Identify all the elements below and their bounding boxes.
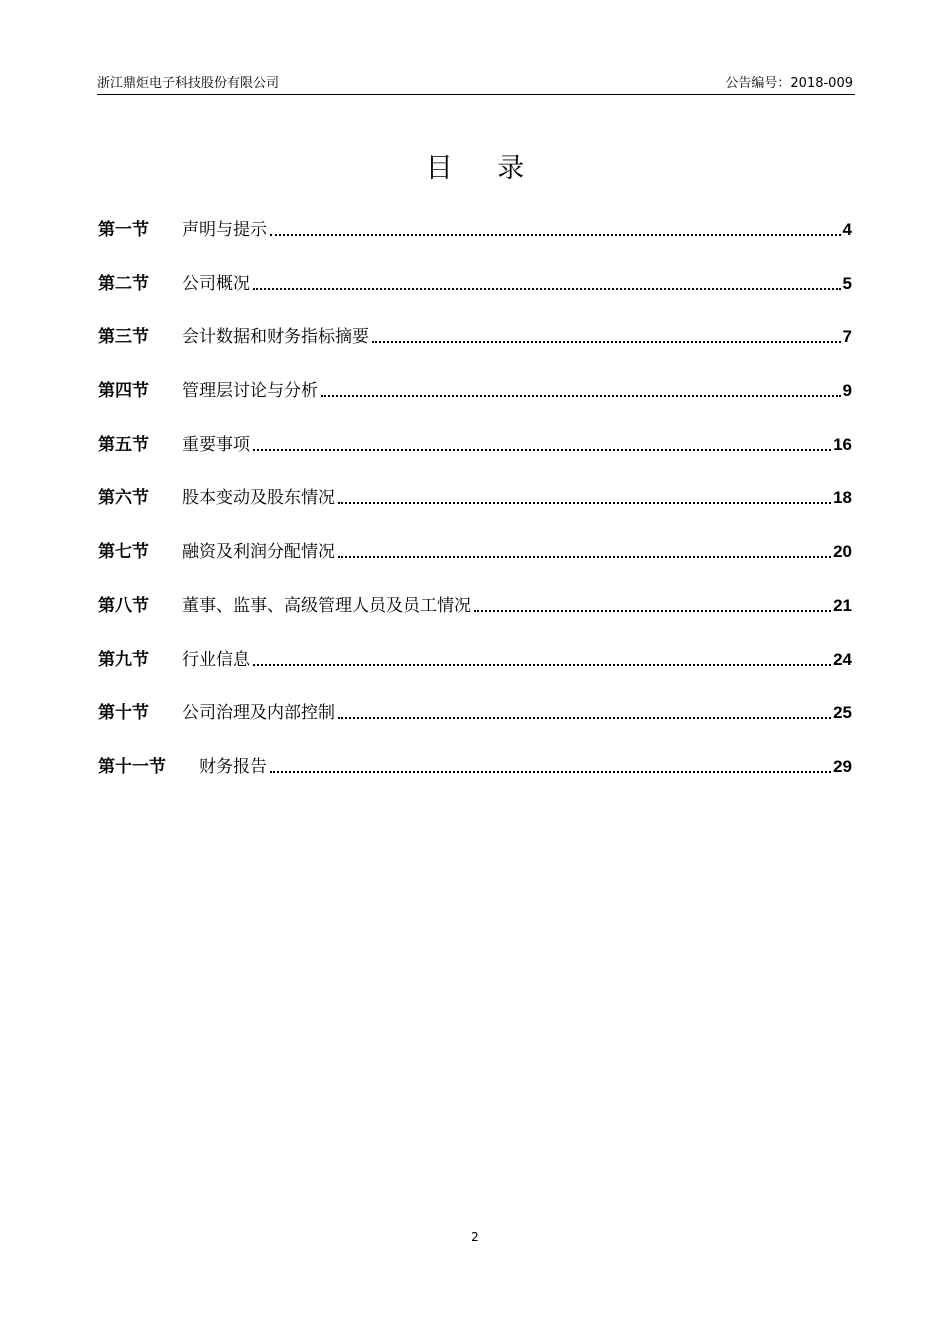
- toc-entry[interactable]: [98, 701, 852, 755]
- toc-section-title: 会计数据和财务指标摘要: [182, 327, 369, 348]
- page-header: [97, 70, 855, 95]
- toc-leader-dots: [253, 272, 841, 290]
- toc-leader-dots: [253, 433, 831, 451]
- toc-page-number: 18: [833, 488, 852, 508]
- company-name: 浙江鼎炬电子科技股份有限公司: [97, 76, 280, 91]
- toc-page-number: 25: [833, 703, 852, 723]
- toc-leader-dots: [321, 379, 841, 397]
- toc-leader-dots: [338, 701, 831, 719]
- toc-entry[interactable]: [98, 272, 852, 326]
- toc-section-title: 融资及利润分配情况: [182, 542, 335, 563]
- toc-section-number: 第九节: [98, 649, 149, 670]
- toc-leader-dots: [474, 594, 831, 612]
- toc-page-number: 29: [833, 756, 852, 776]
- toc-section-title: 声明与提示: [182, 220, 267, 240]
- toc-page-number: 4: [842, 220, 852, 239]
- toc-entry[interactable]: [98, 218, 852, 272]
- toc-entry[interactable]: [98, 648, 852, 702]
- page-number: 2: [471, 1230, 479, 1244]
- toc-leader-dots: [338, 540, 831, 558]
- toc-section-title: 管理层讨论与分析: [182, 381, 318, 402]
- toc-page-number: 24: [833, 649, 852, 669]
- toc-leader-dots: [253, 648, 831, 666]
- toc-section-title: 公司治理及内部控制: [182, 703, 335, 724]
- toc-section-title: 董事、监事、高级管理人员及员工情况: [182, 595, 471, 616]
- toc-leader-dots: [270, 755, 831, 773]
- toc-page-number: 5: [842, 273, 852, 293]
- toc-section-number: 第十节: [98, 703, 149, 724]
- toc-page-number: 7: [842, 327, 852, 347]
- toc-entry[interactable]: [98, 325, 852, 379]
- toc-page-number: 20: [833, 542, 852, 562]
- toc-section-number: 第三节: [98, 327, 149, 348]
- toc-entry[interactable]: [98, 594, 852, 648]
- toc-section-number: 第十一节: [98, 756, 166, 777]
- toc-entry[interactable]: [98, 486, 852, 540]
- toc-section-number: 第二节: [98, 273, 149, 294]
- toc-leader-dots: [338, 486, 831, 504]
- toc-page-number: 9: [842, 381, 852, 401]
- announcement-number: 公告编号：2018-009: [725, 76, 853, 91]
- toc-section-title: 股本变动及股东情况: [182, 488, 335, 509]
- toc-page-number: 16: [833, 434, 852, 454]
- page-title: 目 录: [425, 153, 543, 184]
- toc-section-title: 重要事项: [182, 434, 250, 455]
- table-of-contents: [98, 218, 852, 809]
- toc-section-number: 第四节: [98, 381, 149, 402]
- toc-section-number: 第五节: [98, 434, 149, 455]
- toc-entry[interactable]: [98, 755, 852, 809]
- toc-leader-dots: [270, 218, 841, 236]
- toc-section-title: 财务报告: [199, 756, 267, 777]
- toc-section-number: 第七节: [98, 542, 149, 563]
- toc-entry[interactable]: [98, 540, 852, 594]
- toc-section-number: 第六节: [98, 488, 149, 509]
- toc-page-number: 21: [833, 595, 852, 615]
- toc-entry[interactable]: [98, 379, 852, 433]
- toc-entry[interactable]: [98, 433, 852, 487]
- toc-leader-dots: [372, 325, 841, 343]
- toc-section-title: 公司概况: [182, 273, 250, 294]
- toc-section-title: 行业信息: [182, 649, 250, 670]
- toc-section-number: 第八节: [98, 595, 149, 616]
- toc-section-number: 第一节: [98, 220, 149, 240]
